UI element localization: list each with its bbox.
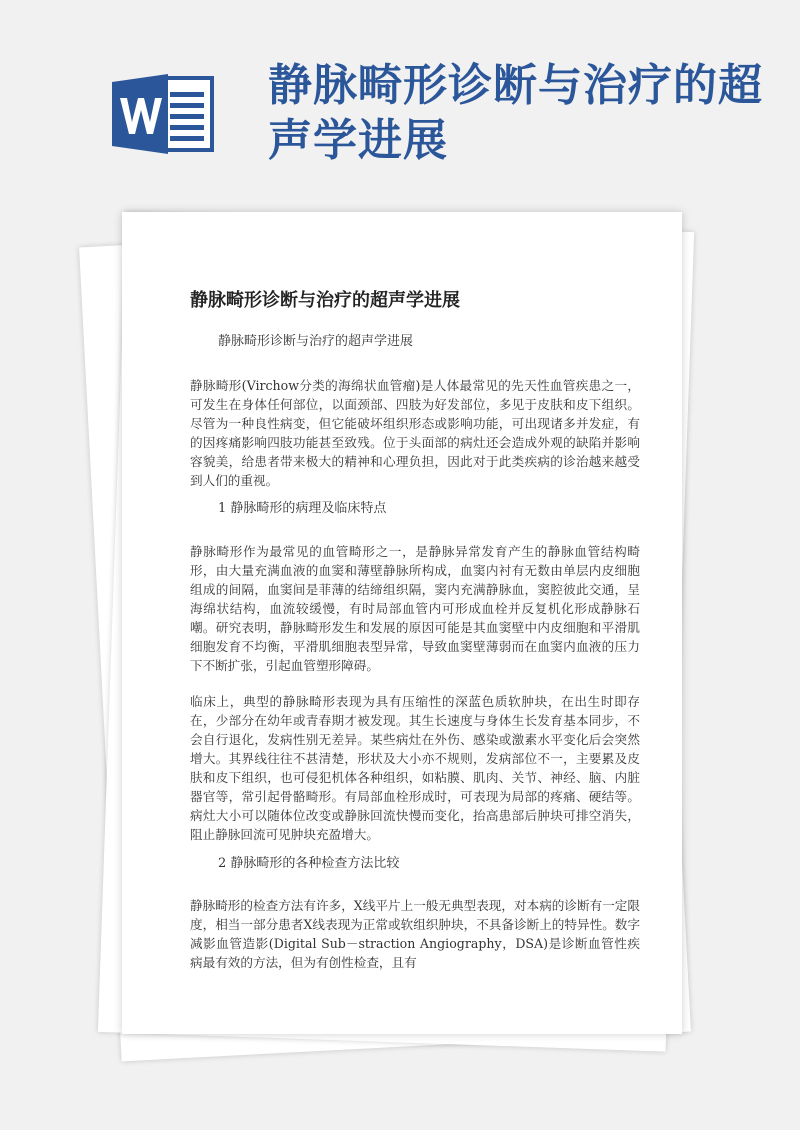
paragraph: 静脉畸形作为最常见的血管畸形之一，是静脉异常发育产生的静脉血管结构畸形，由大量充满血液的血窦和薄壁静脉所构成，血窦内衬有无数由单层内皮细胞组成的间隔，血窦间是菲薄的结缔组织隔，窦内充满静脉血，窦腔彼此交通，呈海绵状结构，血流较缓慢，有时局部血管内可形成血栓并反复机化形成静脉石嘲。研究表明，静脉畸形发生和发展的原因可能是其血窦壁中内皮细胞和平滑肌细胞发育不均衡，平滑肌细胞表型异常，导致血窦壁薄弱而在血窦内血液的压力下不断扩张，引起血管塑形障碍。 (190, 544, 640, 673)
document-title: 静脉畸形诊断与治疗的超声学进展 (190, 290, 460, 311)
word-icon (112, 72, 216, 156)
document-page (122, 212, 682, 1034)
banner-title: 静脉畸形诊断与治疗的超声学进展 (268, 60, 763, 166)
header-banner (0, 0, 800, 190)
document-subtitle: 静脉畸形诊断与治疗的超声学进展 (218, 334, 414, 349)
section-heading: 1 静脉畸形的病理及临床特点 (218, 501, 387, 516)
paragraph: 静脉畸形(Virchow分类的海绵状血管瘤)是人体最常见的先天性血管疾患之一，可发生在身体任何部位，以面颈部、四肢为好发部位，多见于皮肤和皮下组织。尽管为一种良性病变，但它能破坏组织形态或影响功能，可出现诸多并发症，有的因疼痛影响四肢功能甚至致残。位于头面部的病灶还会造成外观的缺陷并影响容貌美，给患者带来极大的精神和心理负担，因此对于此类疾病的诊治越来越受到人们的重视。 (190, 378, 640, 488)
paragraph: 临床上，典型的静脉畸形表现为具有压缩性的深蓝色质软肿块，在出生时即存在，少部分在幼年或青春期才被发现。其生长速度与身体生长发育基本同步，不会自行退化，发病性别无差异。某些病灶在外伤、感染或激素水平变化后会突然增大。其界线往往不甚清楚，形状及大小亦不规则，发病部位不一，主要累及皮肤和皮下组织，也可侵犯机体各种组织，如粘膜、肌肉、关节、神经、脑、内脏器官等，常引起骨骼畸形。有局部血栓形成时，可表现为局部的疼痛、硬结等。病灶大小可以随体位改变或静脉回流快慢而变化，抬高患部后肿块可排空消失，阻止静脉回流可见肿块充盈增大。 (190, 694, 640, 842)
section-heading: 2 静脉畸形的各种检查方法比较 (218, 856, 400, 871)
paragraph: 静脉畸形的检查方法有许多，X线平片上一般无典型表现，对本病的诊断有一定限度，相当一部分患者X线表现为正常或软组织肿块，不具备诊断上的特异性。数字减影血管造影(Digital Sub－straction Angiography，DSA)是诊断血管性疾病最有效的方法，但为有创性检查，且有 (190, 898, 640, 970)
